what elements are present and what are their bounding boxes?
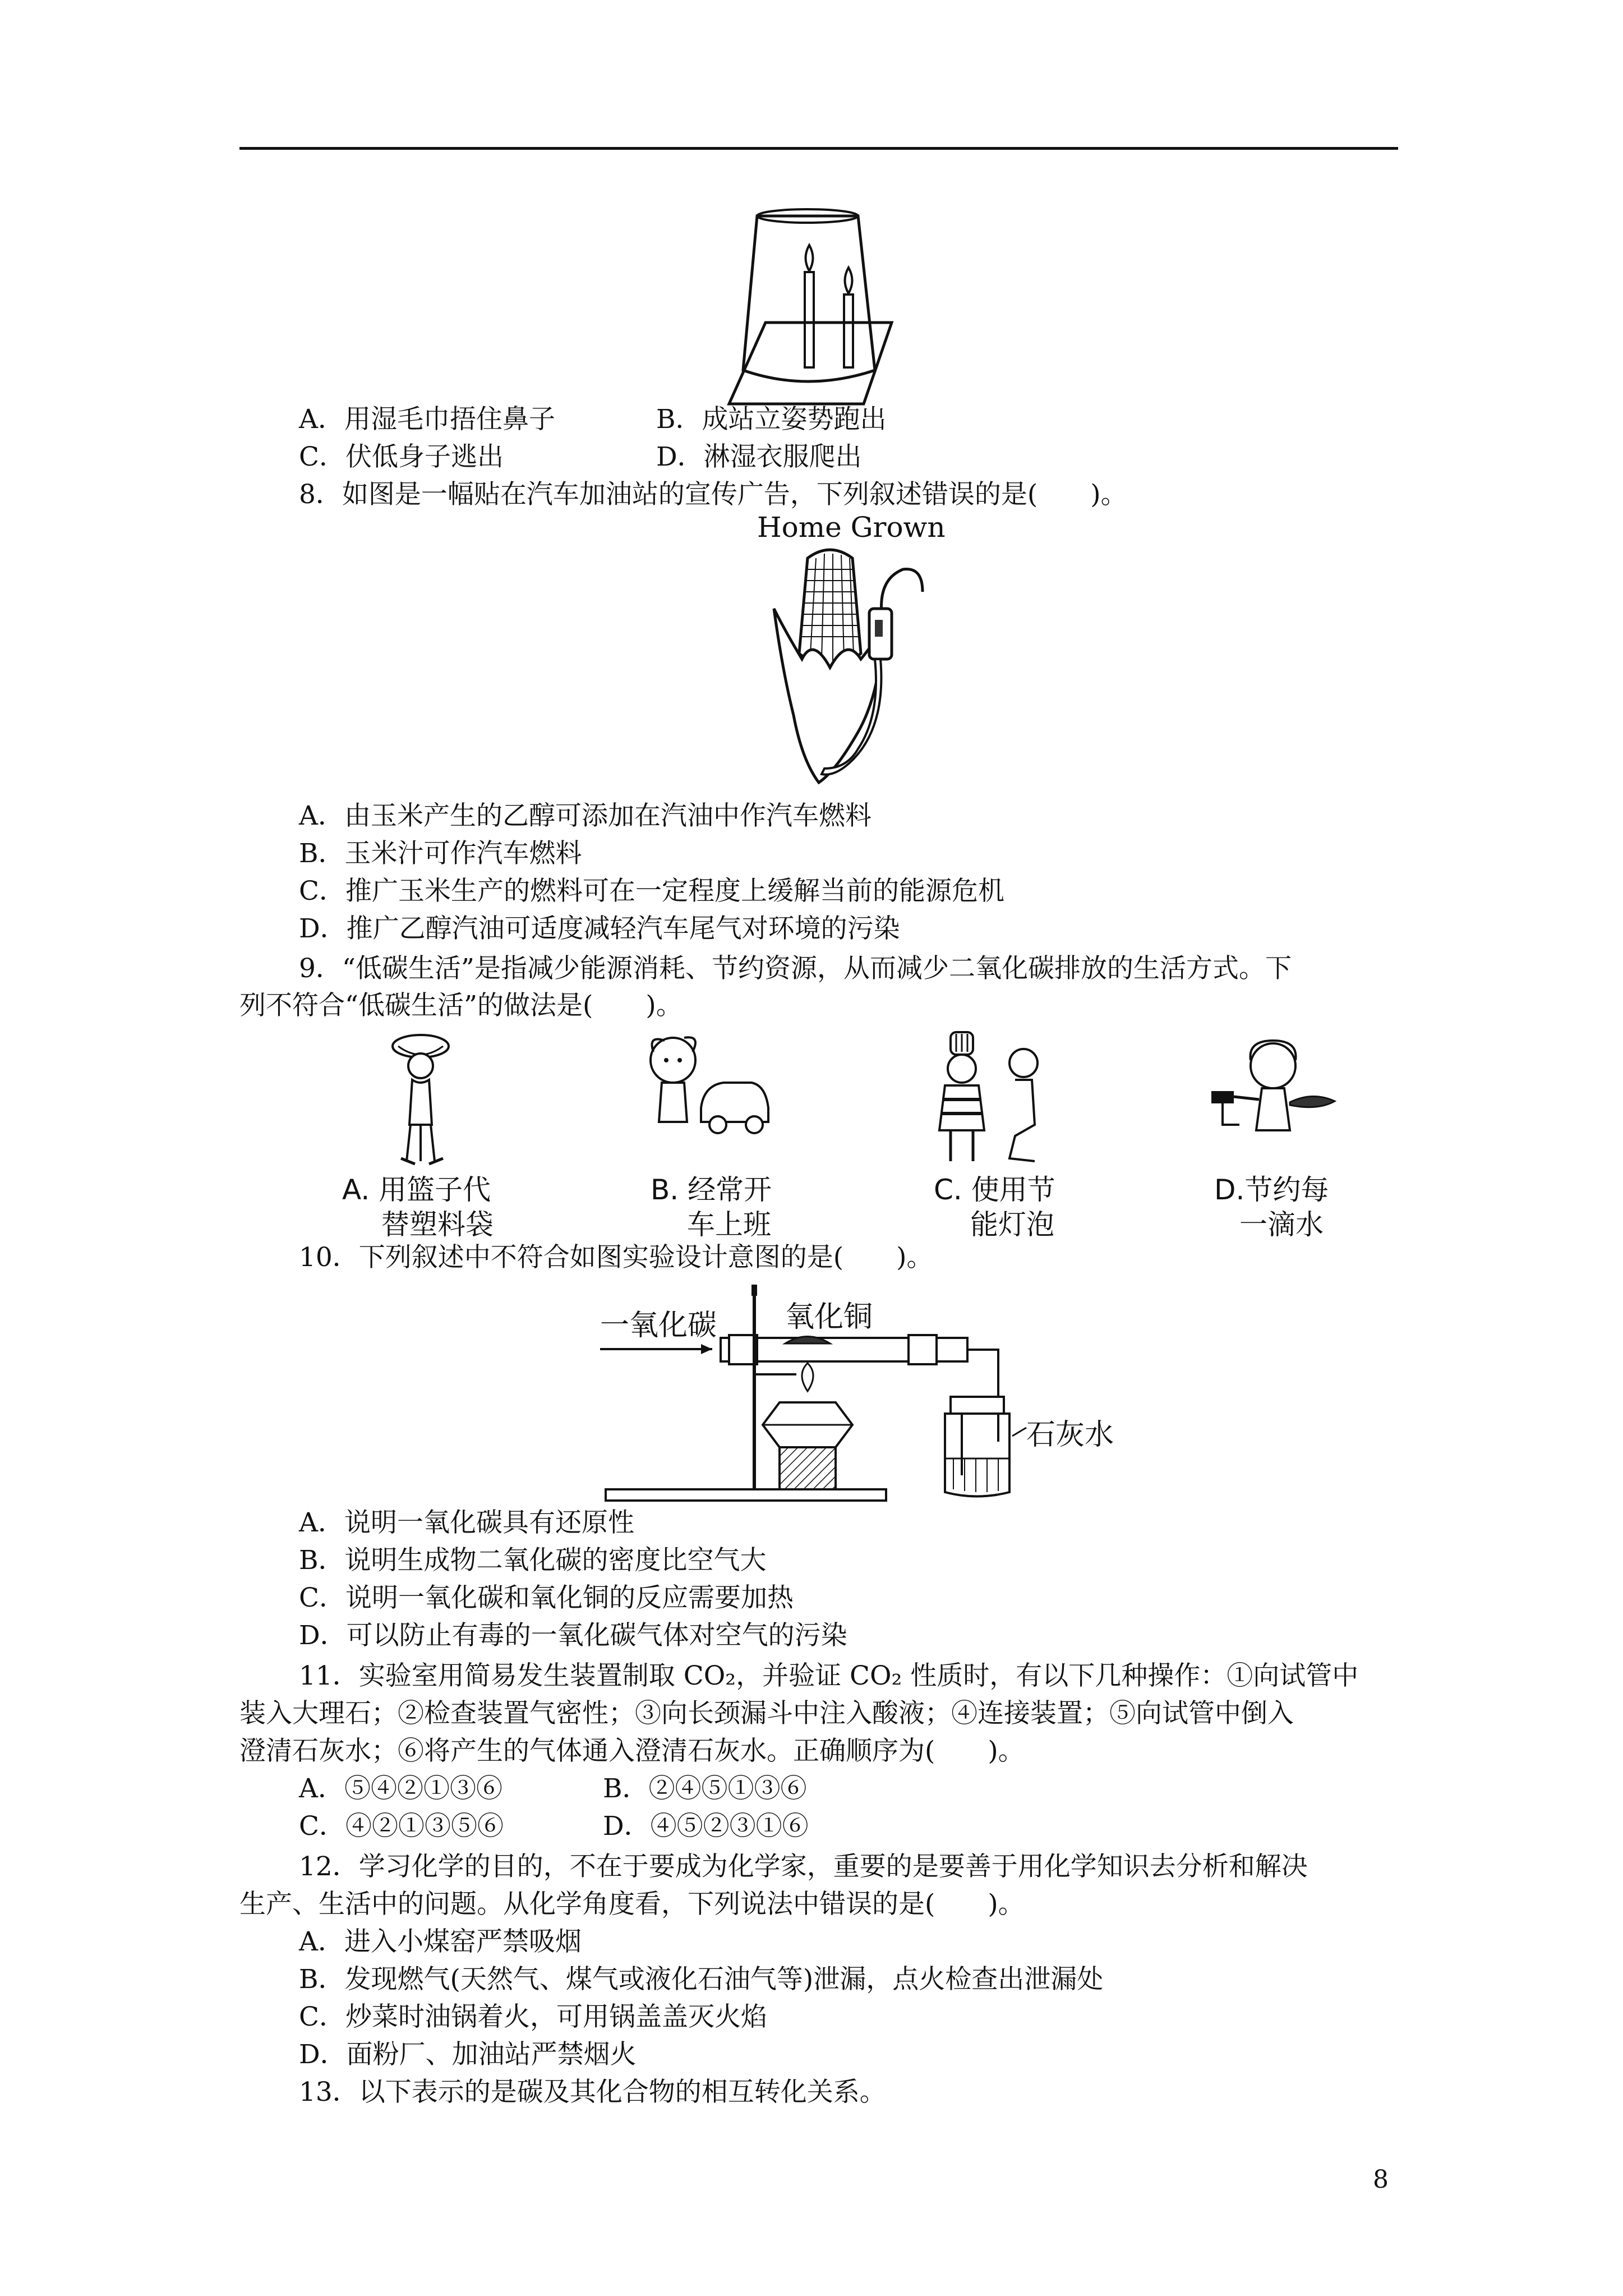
q10-option-a: A．说明一氧化碳具有还原性 bbox=[299, 1507, 634, 1538]
q9-caption-d-line1: D.节约每 bbox=[1214, 1174, 1329, 1206]
q9-stem-line1: 9．“低碳生活”是指减少能源消耗、节约资源，从而减少二氧化碳排放的生活方式。下 bbox=[299, 953, 1292, 984]
cartoon-basket-figure bbox=[381, 1029, 460, 1167]
cartoon-car-figure bbox=[639, 1029, 774, 1142]
q11-line3: 澄清石灰水；⑥将产生的气体通入澄清石灰水。正确顺序为( )。 bbox=[239, 1736, 1025, 1766]
label-limewater: 石灰水 bbox=[1026, 1418, 1114, 1452]
cartoon-faucet-figure bbox=[1206, 1035, 1340, 1153]
q12-line1: 12．学习化学的目的，不在于要成为化学家，重要的是要善于用化学知识去分析和解决 bbox=[299, 1851, 1308, 1882]
q9-stem-line2: 列不符合“低碳生活”的做法是( )。 bbox=[239, 990, 683, 1021]
q7-option-c: C．伏低身子逃出 bbox=[299, 441, 504, 472]
q9-caption-c-line1: C. 使用节 bbox=[934, 1174, 1055, 1206]
q9-caption-c-line2: 能灯泡 bbox=[970, 1208, 1054, 1241]
q12-option-b: B．发现燃气(天然气、煤气或液化石油气等)泄漏，点火检查出泄漏处 bbox=[299, 1964, 1104, 1995]
header-rule bbox=[239, 147, 1398, 150]
q12-option-c: C．炒菜时油锅着火，可用锅盖盖灭火焰 bbox=[299, 2001, 767, 2032]
q8-option-c: C．推广玉米生产的燃料可在一定程度上缓解当前的能源危机 bbox=[299, 876, 1004, 907]
q11-option-b: B．②④⑤①③⑥ bbox=[603, 1773, 807, 1804]
q9-caption-d-line2: 一滴水 bbox=[1239, 1208, 1324, 1241]
q9-caption-b-line1: B. 经常开 bbox=[651, 1174, 772, 1206]
label-copper-oxide: 氧化铜 bbox=[785, 1300, 873, 1334]
q7-option-d: D．淋湿衣服爬出 bbox=[656, 441, 862, 472]
q10-option-c: C．说明一氧化碳和氧化铜的反应需要加热 bbox=[299, 1582, 794, 1613]
q9-caption-a-line1: A. 用篮子代 bbox=[342, 1174, 491, 1206]
cartoon-lightbulb-figure bbox=[931, 1029, 1066, 1167]
page-number: 8 bbox=[1373, 2165, 1389, 2194]
q7-option-a: A．用湿毛巾捂住鼻子 bbox=[299, 404, 555, 435]
candles-in-beaker-figure bbox=[723, 205, 903, 412]
q12-option-a: A．进入小煤窑严禁吸烟 bbox=[299, 1926, 582, 1957]
q11-option-a: A．⑤④②①③⑥ bbox=[299, 1773, 502, 1804]
q8-option-d: D．推广乙醇汽油可适度减轻汽车尾气对环境的污染 bbox=[299, 913, 900, 944]
q10-option-b: B．说明生成物二氧化碳的密度比空气大 bbox=[299, 1545, 767, 1576]
q13-stem: 13．以下表示的是碳及其化合物的相互转化关系。 bbox=[299, 2077, 886, 2108]
q12-line2: 生产、生活中的问题。从化学角度看，下列说法中错误的是( )。 bbox=[239, 1889, 1025, 1920]
q11-line1: 11．实验室用简易发生装置制取 CO₂，并验证 CO₂ 性质时，有以下几种操作：①向试管中 bbox=[299, 1660, 1359, 1691]
q11-option-d: D．④⑤②③①⑥ bbox=[603, 1811, 809, 1842]
q11-option-c: C．④②①③⑤⑥ bbox=[299, 1811, 504, 1842]
q12-option-d: D．面粉厂、加油站严禁烟火 bbox=[299, 2039, 637, 2070]
corn-fuel-nozzle-figure bbox=[768, 547, 925, 791]
q9-caption-b-line2: 车上班 bbox=[687, 1208, 771, 1241]
q9-caption-a-line2: 替塑料袋 bbox=[381, 1208, 494, 1241]
q8-option-b: B．玉米汁可作汽车燃料 bbox=[299, 838, 582, 869]
q8-option-a: A．由玉米产生的乙醇可添加在汽油中作汽车燃料 bbox=[299, 800, 872, 831]
label-carbon-monoxide: 一氧化碳 bbox=[600, 1309, 717, 1342]
q7-option-b: B．成站立姿势跑出 bbox=[656, 404, 887, 435]
q10-option-d: D．可以防止有毒的一氧化碳气体对空气的污染 bbox=[299, 1620, 847, 1651]
q10-stem: 10．下列叙述中不符合如图实验设计意图的是( )。 bbox=[299, 1242, 933, 1273]
q8-stem: 8．如图是一幅贴在汽车加油站的宣传广告，下列叙述错误的是( )。 bbox=[299, 479, 1127, 510]
q8-figure-title: Home Grown bbox=[757, 511, 946, 544]
q11-line2: 装入大理石；②检查装置气密性；③向长颈漏斗中注入酸液；④连接装置；⑤向试管中倒入 bbox=[239, 1698, 1294, 1729]
